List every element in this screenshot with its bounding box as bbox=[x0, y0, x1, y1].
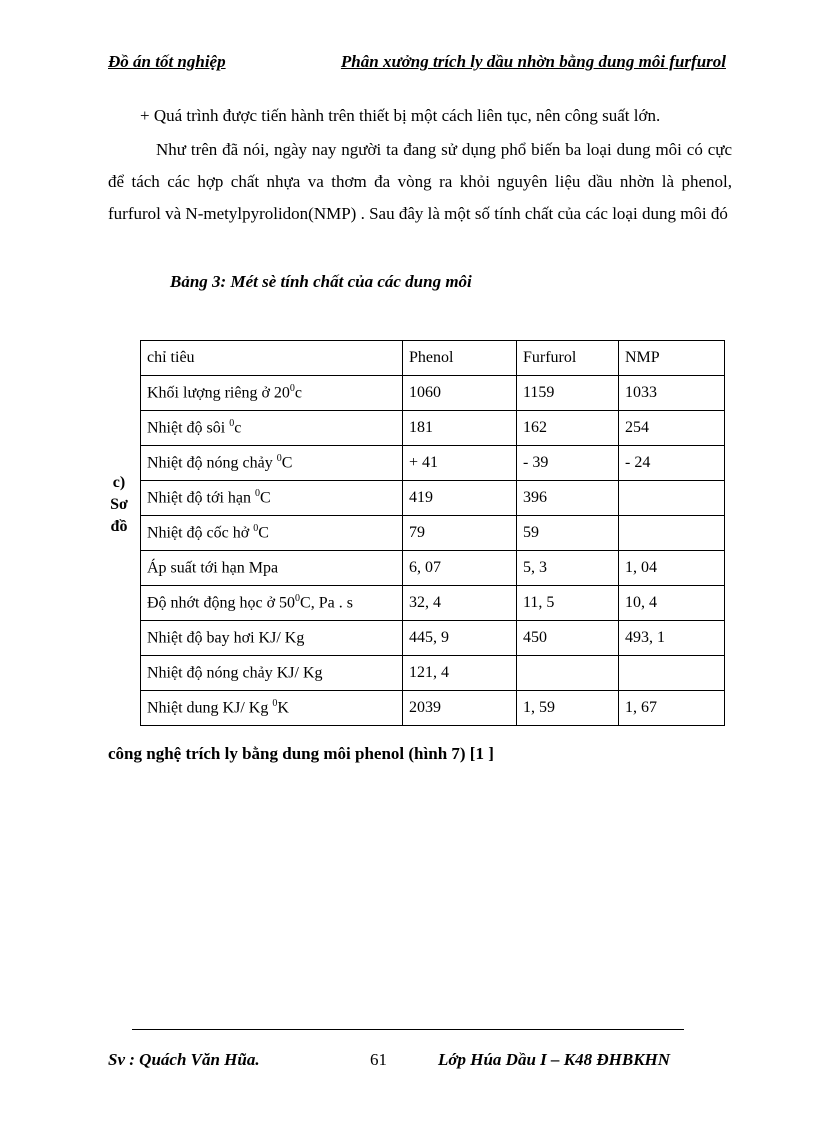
value-cell: 450 bbox=[517, 621, 619, 656]
value-cell: 59 bbox=[517, 516, 619, 551]
value-cell: 1, 04 bbox=[619, 551, 725, 586]
table-caption: Bảng 3: Mét sè tính chất của các dung môi bbox=[170, 272, 472, 291]
header-cell: Furfurol bbox=[517, 341, 619, 376]
table-row bbox=[141, 446, 725, 481]
value-cell: - 24 bbox=[619, 446, 725, 481]
value-cell: 6, 07 bbox=[403, 551, 517, 586]
property-cell: Nhiệt độ nóng chảy $^0$C bbox=[141, 446, 403, 481]
value-cell: 32, 4 bbox=[403, 586, 517, 621]
value-cell: 162 bbox=[517, 411, 619, 446]
table-row bbox=[141, 516, 725, 551]
property-cell: Nhiệt độ sôi $^0$c bbox=[141, 411, 403, 446]
table-row bbox=[141, 376, 725, 411]
body-line-1: + Quá trình được tiến hành trên thiết bị một cách liên tục, nên công suất lớn. bbox=[140, 106, 661, 125]
value-cell: 445, 9 bbox=[403, 621, 517, 656]
value-cell: 2039 bbox=[403, 691, 517, 726]
side-label-line: c) bbox=[112, 474, 126, 491]
value-cell: 396 bbox=[517, 481, 619, 516]
property-cell: Nhiệt độ cốc hở $^0$C bbox=[141, 516, 403, 551]
side-label-line: Sơ bbox=[110, 496, 128, 513]
header-cell: Phenol bbox=[403, 341, 517, 376]
property-cell: Khối lượng riêng ở $20^0c$ bbox=[141, 376, 403, 411]
property-cell: Độ nhớt động học ở $50^0C$, Pa . s bbox=[141, 586, 403, 621]
body-paragraph-2: Như trên đã nói, ngày nay người ta đang sử dụng phổ biến ba loại dung môi có cực để tách các hợp chất nhựa va thơm đa vòng ra khỏi nguyên liệu dầu nhờn là phenol, furfurol và N-metylpyrolidon(NMP) . Sau đây là một số tính chất của các loại dung môi đó bbox=[108, 140, 732, 223]
header-cell: chỉ tiêu bbox=[141, 341, 403, 376]
value-cell: + 41 bbox=[403, 446, 517, 481]
table-row bbox=[141, 656, 725, 691]
page-number: 61 bbox=[370, 1050, 387, 1069]
table-row bbox=[141, 551, 725, 586]
value-cell: 11, 5 bbox=[517, 586, 619, 621]
value-cell bbox=[619, 656, 725, 691]
table-row bbox=[141, 691, 725, 726]
value-cell: 121, 4 bbox=[403, 656, 517, 691]
value-cell: 1, 59 bbox=[517, 691, 619, 726]
property-cell: Nhiệt độ bay hơi KJ/ Kg bbox=[141, 621, 403, 656]
value-cell: 254 bbox=[619, 411, 725, 446]
property-cell: Nhiệt dung KJ/ Kg $^0$K bbox=[141, 691, 403, 726]
table-row bbox=[141, 621, 725, 656]
value-cell: 419 bbox=[403, 481, 517, 516]
table-row bbox=[141, 411, 725, 446]
value-cell: 5, 3 bbox=[517, 551, 619, 586]
value-cell bbox=[619, 481, 725, 516]
value-cell: 1159 bbox=[517, 376, 619, 411]
value-cell: 493, 1 bbox=[619, 621, 725, 656]
value-cell: 79 bbox=[403, 516, 517, 551]
value-cell bbox=[619, 516, 725, 551]
table-header-row bbox=[141, 341, 725, 376]
footer-student: Sv : Quách Văn Hũa. bbox=[108, 1050, 260, 1069]
value-cell: 10, 4 bbox=[619, 586, 725, 621]
side-label-line: đồ bbox=[110, 518, 128, 535]
page-footer bbox=[108, 1050, 708, 1076]
table-row bbox=[141, 481, 725, 516]
page-header bbox=[108, 52, 726, 80]
table-row bbox=[141, 586, 725, 621]
property-cell: Nhiệt độ nóng chảy KJ/ Kg bbox=[141, 656, 403, 691]
header-right-title: Phân xưởng trích ly dầu nhờn bằng dung môi furfurol bbox=[340, 52, 726, 71]
value-cell: 1033 bbox=[619, 376, 725, 411]
header-left-title: Đồ án tốt nghiệp bbox=[108, 52, 226, 71]
value-cell: - 39 bbox=[517, 446, 619, 481]
property-cell: Nhiệt độ tới hạn $^0$C bbox=[141, 481, 403, 516]
side-label bbox=[107, 472, 131, 538]
diagram-heading: công nghệ trích ly bằng dung môi phenol (hình 7) [1 ] bbox=[108, 744, 494, 763]
solvent-properties-table bbox=[140, 340, 725, 726]
property-cell: Áp suất tới hạn Mpa bbox=[141, 551, 403, 586]
value-cell: 181 bbox=[403, 411, 517, 446]
value-cell: 1, 67 bbox=[619, 691, 725, 726]
value-cell: 1060 bbox=[403, 376, 517, 411]
footer-class: Lớp Húa Dầu I – K48 ĐHBKHN bbox=[438, 1050, 671, 1069]
footer-divider bbox=[132, 1029, 684, 1030]
value-cell bbox=[517, 656, 619, 691]
header-cell: NMP bbox=[619, 341, 725, 376]
